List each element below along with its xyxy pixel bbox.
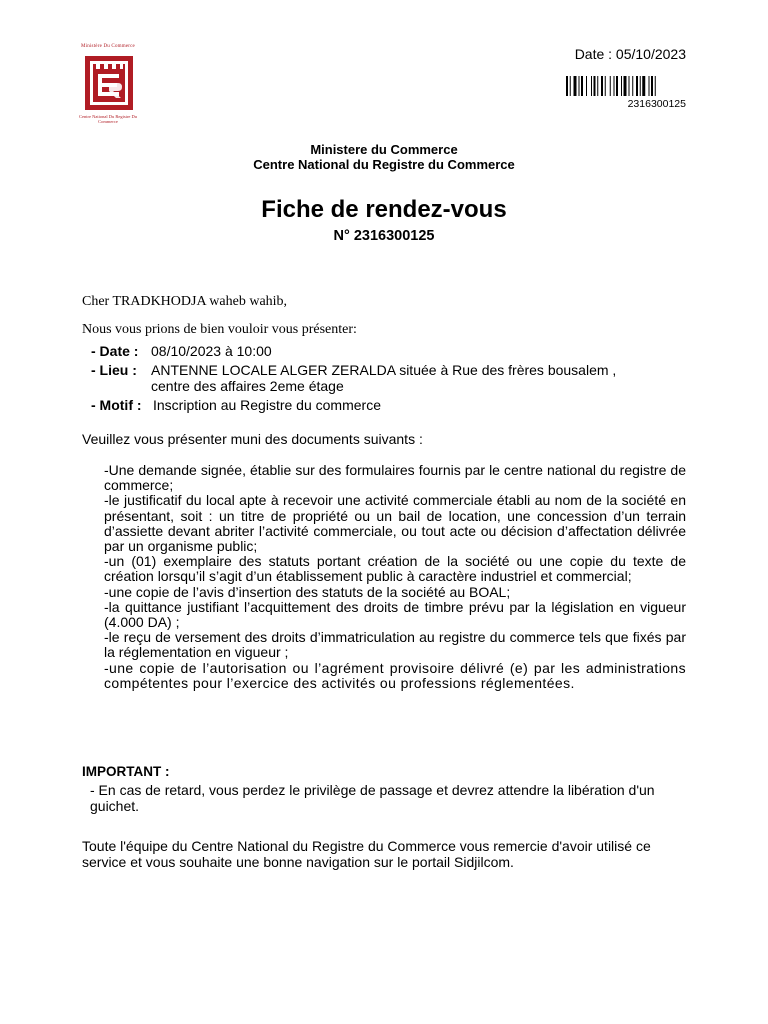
ministry-name: Ministere du Commerce: [310, 142, 458, 157]
barcode-bar: [597, 76, 598, 96]
documents-list: [104, 463, 686, 691]
date-label: - Date :: [91, 343, 139, 359]
barcode-bar: [636, 76, 638, 96]
cnrc-logo: [85, 56, 133, 110]
important-heading: IMPORTANT :: [82, 764, 170, 779]
barcode-bar: [579, 76, 580, 96]
motif-value: Inscription au Registre du commerce: [153, 397, 381, 413]
barcode-bar: [594, 76, 596, 96]
appointment-number: N° 2316300125: [333, 228, 435, 244]
list-item: -la quittance justifiant l’acquittement des droits de timbre prévu par la législation en vigueur (4.000 DA) ;: [104, 598, 686, 631]
closing-text: Toute l'équipe du Centre National du Registre du Commerce vous remercie d'avoir utilisé ce service et vous souhaite une bonne navigation sur le portail Sidjilcom.: [82, 838, 651, 870]
logo-bottom-caption: Centre National Du Registre Du Commerce: [79, 114, 137, 124]
list-item: -un (01) exemplaire des statuts portant création de la société ou une copie du texte de création lorsqu’il s’agit d’un établissement public à caractère industriel et commercial;: [104, 553, 686, 585]
lieu-value-line1: ANTENNE LOCALE ALGER ZERALDA située à Rue des frères bousalem ,: [151, 362, 617, 378]
list-item: -Une demande signée, établie sur des formulaires fournis par le centre national du registre de commerce;: [104, 462, 686, 494]
intro-text: Nous vous prions de bien vouloir vous présenter:: [82, 322, 357, 337]
barcode-bar: [621, 76, 622, 96]
barcode-bar: [601, 76, 603, 96]
document-title: Fiche de rendez-vous: [261, 196, 507, 223]
barcode-bar: [655, 76, 656, 96]
motif-label: - Motif :: [91, 397, 142, 413]
center-name: Centre National du Registre du Commerce: [253, 157, 515, 172]
barcode-bar: [574, 76, 577, 96]
barcode-bar: [610, 76, 611, 96]
barcode-bar: [642, 76, 645, 96]
barcode-bar: [581, 76, 583, 96]
issue-date: Date : 05/10/2023: [574, 46, 686, 62]
barcode-bar: [624, 76, 627, 96]
list-item: -le reçu de versement des droits d’immatriculation au registre du commerce tels que fixés par la réglementation en vigueur ;: [104, 629, 686, 661]
barcode-bar: [616, 76, 618, 96]
barcode-bar: [591, 76, 592, 96]
barcode-number: 2316300125: [627, 98, 686, 110]
barcode-bar: [651, 76, 653, 96]
barcode-bar: [570, 76, 571, 96]
barcode-bar: [605, 76, 606, 96]
list-item: -une copie de l’autorisation ou l’agrément provisoire délivré (e) par les administrations compétentes pour l’exercice des activités ou professions réglementées.: [104, 659, 686, 691]
barcode-bar: [629, 76, 630, 96]
barcode-bar: [649, 76, 650, 96]
logo-top-caption: Ministère Du Commerce: [81, 44, 135, 49]
barcode-image: [566, 76, 686, 96]
list-item: -une copie de l’avis d’insertion des statuts de la société au BOAL;: [104, 583, 511, 600]
barcode-bar: [614, 76, 615, 96]
lieu-value-line2: centre des affaires 2eme étage: [151, 378, 344, 394]
barcode-bar: [640, 76, 641, 96]
date-value: 08/10/2023 à 10:00: [151, 343, 272, 359]
lieu-label: - Lieu :: [91, 362, 137, 378]
barcode-bar: [566, 76, 568, 96]
greeting: Cher TRADKHODJA waheb wahib,: [82, 294, 288, 309]
list-item: -le justificatif du local apte à recevoir une activité commerciale établi au nom de la société en présentant, soit : un titre de propriété ou un bail de location, une concession d’un terrain d’assiette devant abriter l’activité commerciale, ou tout acte ou décision d’affectation délivrée par un organisme public;: [104, 492, 686, 555]
barcode-bar: [632, 76, 633, 96]
appointment-details: [0, 343, 768, 413]
important-text: - En cas de retard, vous perdez le privilège de passage et devrez attendre la libération d'un guichet.: [90, 782, 655, 814]
organization-header: [0, 142, 768, 172]
documents-intro: Veuillez vous présenter muni des documents suivants :: [82, 431, 423, 447]
barcode-bar: [586, 76, 587, 96]
